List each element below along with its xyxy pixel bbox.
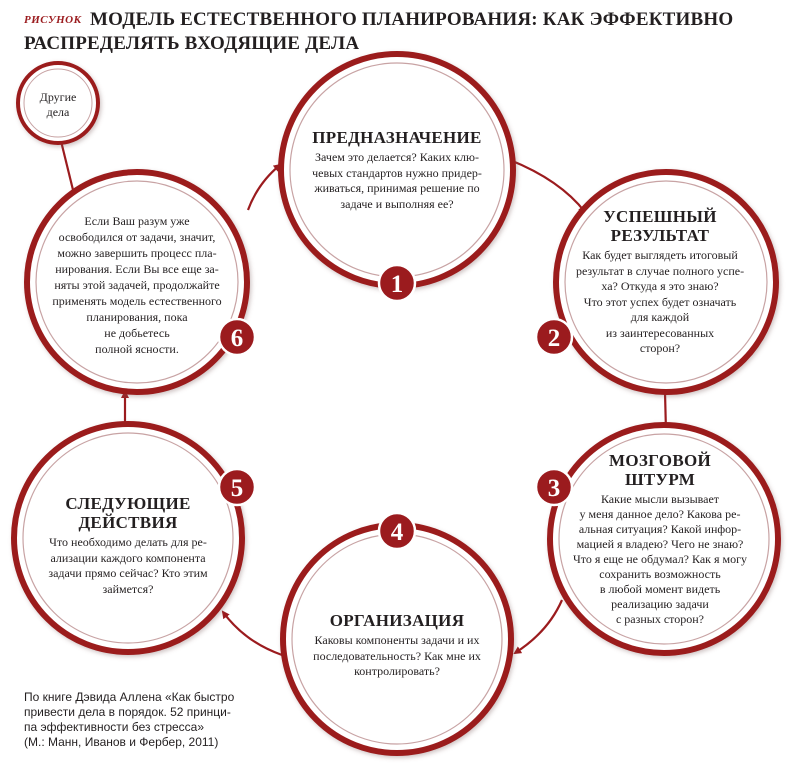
other-tasks-label: [27, 90, 89, 120]
stage-6: [42, 210, 232, 357]
source-note: [24, 690, 264, 750]
stage-2-description: [560, 248, 760, 357]
stage-5-title: [28, 494, 228, 532]
stage-3-desc-line: Какие мысли вызывает: [600, 492, 720, 506]
stage-3-title-line: МОЗГОВОЙ: [608, 451, 712, 470]
figure-label: РИСУНОК: [24, 14, 82, 26]
stage-4: [292, 611, 502, 680]
arrow-1-to-2: [510, 160, 585, 212]
stage-5-desc-line: задачи прямо сейчас? Кто этим: [48, 566, 208, 580]
stage-4-desc-line: последовательность? Как мне их: [313, 648, 481, 663]
stage-3-desc-line: альная ситуация? Какой инфор-: [578, 522, 742, 536]
stage-1-desc-line: живаться, принимая решение по: [314, 181, 480, 195]
stage-2-title-line: УСПЕШНЫЙ: [603, 207, 717, 226]
stage-3: [555, 451, 765, 627]
stage-5-desc-line: ализации каждого компонента: [50, 550, 206, 565]
stage-1-title-line: ПРЕДНАЗНАЧЕНИЕ: [312, 128, 482, 147]
arrow-6-to-other: [60, 137, 74, 194]
stage-5: [28, 494, 228, 597]
stage-3-desc-line: реализацию задачи: [611, 597, 709, 611]
stage-1-badge: [379, 265, 415, 301]
stage-1-title: [297, 128, 497, 147]
stage-1-desc-line: Зачем это делается? Каких клю-: [315, 150, 479, 164]
stage-3-title: [555, 451, 765, 489]
arrow-6-to-1: [248, 165, 280, 210]
stage-4-description: [292, 633, 502, 680]
other-tasks-line: Другие: [39, 90, 77, 104]
stage-2-title: [560, 207, 760, 245]
stage-3-desc-line: Что я еще не обдумал? Как я могу: [572, 552, 748, 566]
stage-2-desc-line: из заинтересованных: [605, 325, 715, 340]
stage-4-title-line: ОРГАНИЗАЦИЯ: [329, 611, 465, 630]
stage-4-badge: [379, 513, 415, 549]
stage-6-desc-line: можно завершить процесс пла-: [57, 246, 217, 260]
stage-1-description: [297, 150, 497, 212]
stage-5-desc-line: займется?: [102, 581, 154, 596]
stage-2-desc-line: для каждой: [630, 310, 690, 324]
stage-6-description: [42, 213, 232, 357]
stage-4-desc-line: Каковы компоненты задачи и их: [314, 633, 480, 647]
stage-5-description: [28, 535, 228, 597]
stage-2-desc-line: ха? Откуда я это знаю?: [601, 279, 719, 293]
other-tasks-line: дела: [46, 105, 70, 119]
stage-3-desc-line: мацией я владею? Чего не знаю?: [576, 537, 744, 551]
arrow-4-to-5: [223, 612, 282, 655]
stage-3-description: [555, 492, 765, 627]
stage-2: [560, 207, 760, 357]
stage-4-title: [292, 611, 502, 630]
source-line: привести дела в порядок. 52 принци-: [24, 705, 231, 719]
stage-3-number: 3: [547, 475, 561, 502]
stage-6-desc-line: нирования. Если Вы все еще за-: [55, 262, 219, 276]
stage-5-desc-line: Что необходимо делать для ре-: [49, 535, 207, 549]
stage-1-desc-line: чевых стандартов нужно придер-: [312, 165, 482, 180]
stage-3-desc-line: с разных сторон?: [615, 612, 705, 626]
stage-6-desc-line: планирования, пока: [86, 310, 188, 324]
stage-2-desc-line: Как будет выглядеть итоговый: [582, 248, 738, 262]
stage-2-number: 2: [547, 325, 561, 352]
stage-3-desc-line: в любой момент видеть: [599, 582, 721, 596]
stage-1-desc-line: задаче и выполняя ее?: [340, 196, 454, 211]
page-title: МОДЕЛЬ ЕСТЕСТВЕННОГО ПЛАНИРОВАНИЯ: КАК ЭФФЕКТИВНО РАСПРЕДЕЛЯТЬ ВХОДЯЩИЕ ДЕЛА: [24, 9, 734, 54]
stage-6-number: 6: [230, 325, 244, 352]
stage-1-number: 1: [390, 271, 404, 298]
stage-6-desc-line: освободился от задачи, значит,: [58, 230, 216, 244]
stage-6-desc-line: Если Ваш разум уже: [84, 214, 190, 228]
stage-2-title-line: РЕЗУЛЬТАТ: [610, 226, 710, 245]
stage-4-number: 4: [390, 519, 404, 546]
stage-5-title-line: ДЕЙСТВИЯ: [78, 513, 178, 532]
stage-5-title-line: СЛЕДУЮЩИЕ: [65, 494, 191, 513]
stage-2-desc-line: результат в случае полного успе-: [575, 263, 745, 278]
stage-6-desc-line: няты этой задачей, продолжайте: [54, 278, 220, 292]
source-line: (М.: Манн, Иванов и Фербер, 2011): [24, 735, 219, 749]
stage-3-desc-line: сохранить возможность: [599, 567, 721, 581]
stage-2-desc-line: сторон?: [639, 341, 681, 355]
stage-3-title-line: ШТУРМ: [624, 470, 696, 489]
stage-3-desc-line: у меня данное дело? Какова ре-: [579, 507, 741, 521]
stage-6-desc-line: не добьетесь: [104, 326, 170, 340]
stage-5-number: 5: [230, 475, 244, 502]
stage-6-desc-line: применять модель естественного: [52, 294, 222, 308]
source-line: па эффективности без стресса»: [24, 720, 205, 734]
stage-2-desc-line: Что этот успех будет означать: [583, 294, 737, 309]
stage-1: [297, 128, 497, 212]
source-line: По книге Дэвида Аллена «Как быстро: [24, 690, 235, 704]
stage-6-desc-line: полной ясности.: [95, 342, 179, 356]
stage-4-desc-line: контролировать?: [354, 664, 440, 678]
